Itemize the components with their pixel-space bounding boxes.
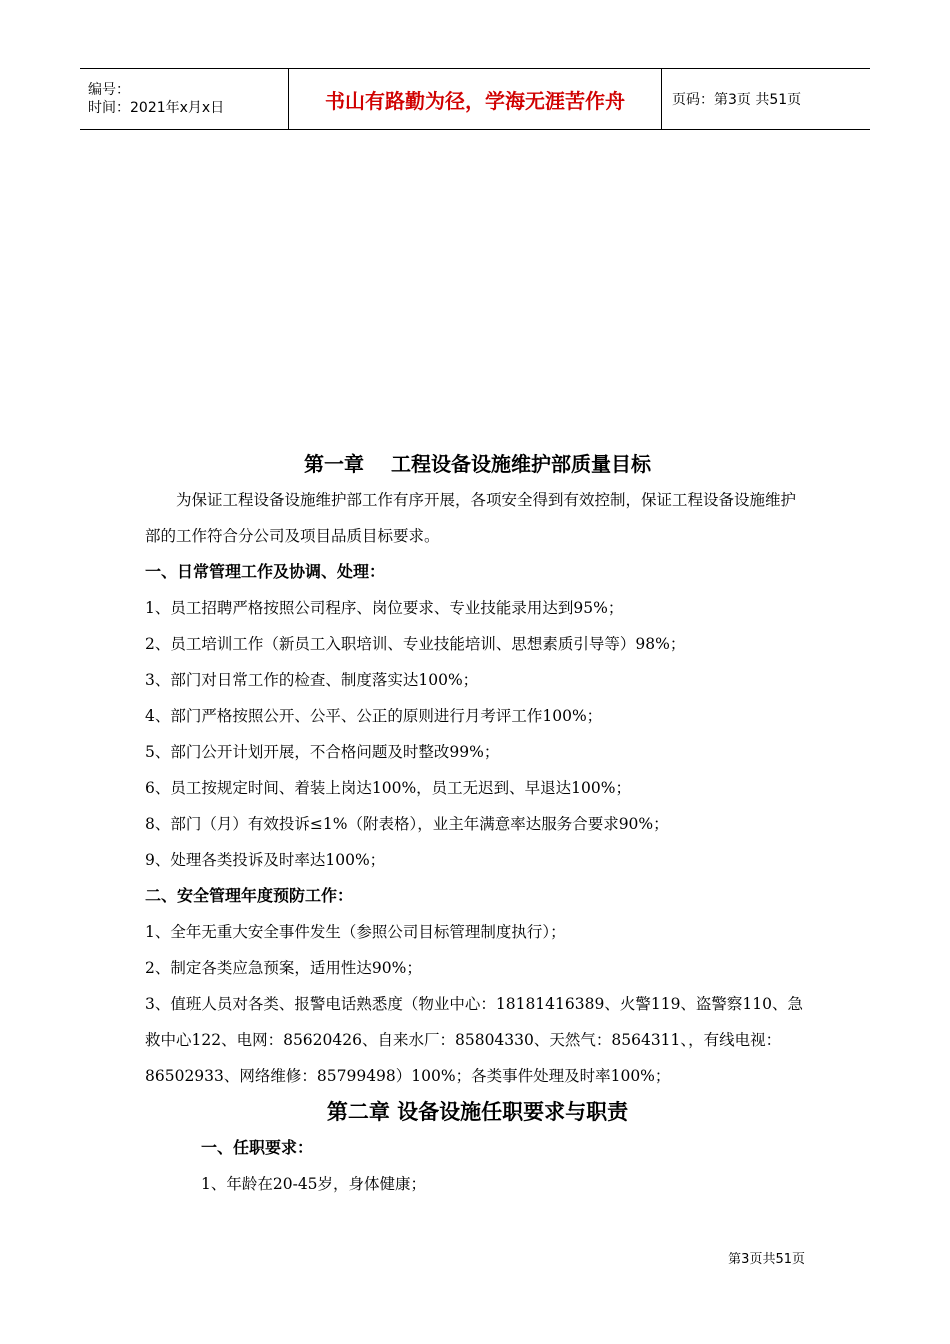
- doc-time-label: 时间：2021年x月x日: [88, 100, 225, 116]
- chapter-1-intro: 为保证工程设备设施维护部工作有序开展，各项安全得到有效控制，保证工程设备设施维护部的工作符合分公司及项目品质目标要求。: [145, 491, 797, 545]
- list-item: 9、处理各类投诉及时率达100%；: [145, 851, 386, 869]
- list-item: 2、员工培训工作（新员工入职培训、专业技能培训、思想素质引导等）98%；: [145, 635, 686, 653]
- list-item: 3、值班人员对各类、报警电话熟悉度（物业中心：18181416389、火警119、盗警察110、急救中心122、电网：85620426、自来水厂：85804330、天然气：8564311、，有线电视：86502933、网络维修：85799498）100%；各类事件处理及时率100%；: [145, 995, 804, 1085]
- document-body: [145, 446, 810, 1202]
- list-item: 8、部门（月）有效投诉≤1%（附表格），业主年满意率达服务合要求90%；: [145, 815, 669, 833]
- list-item: 4、部门严格按照公开、公平、公正的原则进行月考评工作100%；: [145, 707, 603, 725]
- header-meta: [80, 69, 289, 129]
- section-1-heading: 一、日常管理工作及协调、处理：: [145, 562, 386, 581]
- page-header: [80, 68, 870, 130]
- chapter-2-title: 第二章 设备设施任职要求与职责: [326, 1100, 629, 1124]
- header-motto: 书山有路勤为径，学海无涯苦作舟: [289, 69, 662, 129]
- list-item: 1、员工招聘严格按照公司程序、岗位要求、专业技能录用达到95%；: [145, 599, 624, 617]
- section-2-heading: 二、安全管理年度预防工作：: [145, 886, 354, 905]
- list-item: 1、年龄在20-45岁，身体健康；: [201, 1175, 427, 1193]
- list-item: 2、制定各类应急预案，适用性达90%；: [145, 959, 422, 977]
- chapter-1-title: 第一章 工程设备设施维护部质量目标: [304, 452, 651, 476]
- doc-number-label: 编号：: [88, 82, 130, 98]
- list-item: 1、全年无重大安全事件发生（参照公司目标管理制度执行）；: [145, 923, 566, 941]
- page-footer: 第3页共51页: [728, 1252, 805, 1267]
- header-page-label: 页码：第3页 共51页: [672, 92, 802, 108]
- chapter-2-section-1-heading: 一、任职要求：: [201, 1138, 314, 1157]
- list-item: 6、员工按规定时间、着装上岗达100%，员工无迟到、早退达100%；: [145, 779, 631, 797]
- list-item: 5、部门公开计划开展，不合格问题及时整改99%；: [145, 743, 500, 761]
- list-item: 3、部门对日常工作的检查、制度落实达100%；: [145, 671, 479, 689]
